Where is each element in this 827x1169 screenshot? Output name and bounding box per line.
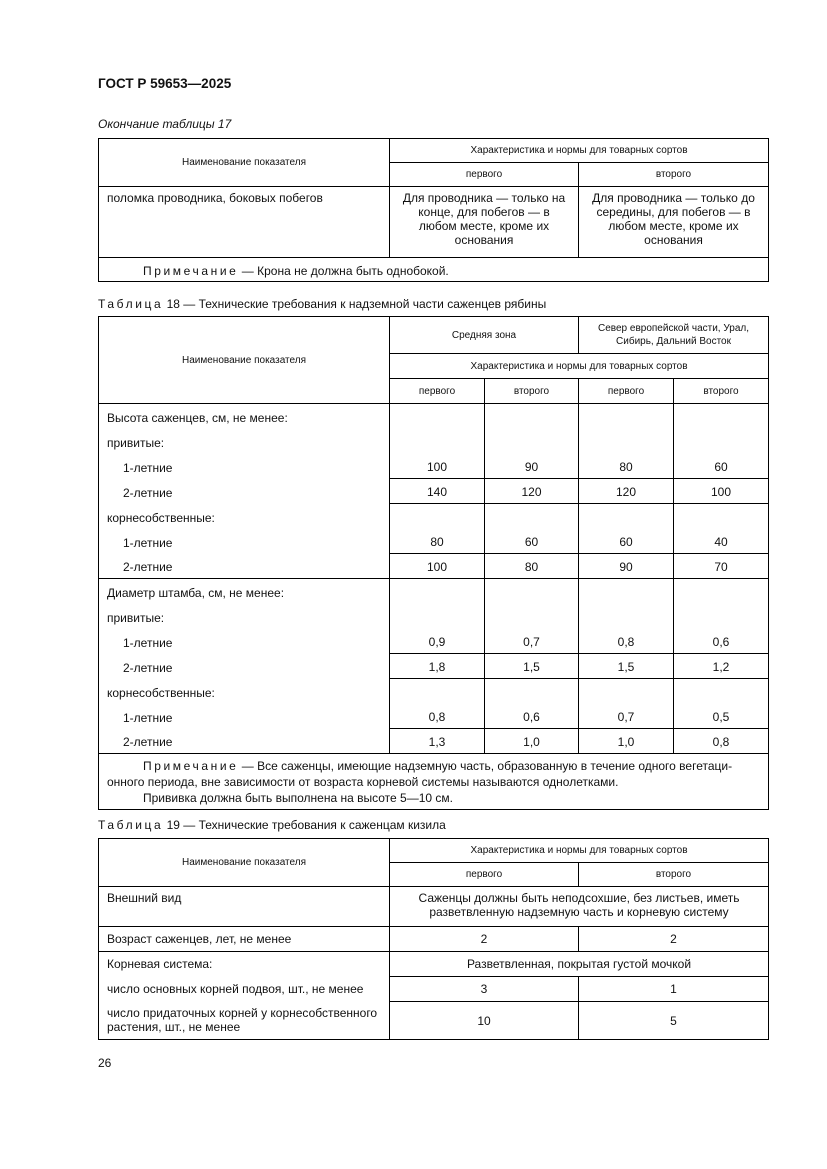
note-text-2: Прививка должна быть выполнена на высоте 5—10 см. (143, 791, 453, 805)
diameter-grafted-label: привитые: (99, 604, 390, 629)
note-text: — Крона не должна быть однобокой. (238, 263, 449, 278)
table-cell: 70 (674, 554, 769, 579)
col-header-first: первого (390, 163, 579, 187)
table-cell: 120 (485, 479, 579, 504)
table-cell: 120 (579, 479, 674, 504)
table-cell: 1,5 (485, 654, 579, 679)
note-label: Примечание (143, 263, 239, 278)
adventitious-roots-second: 5 (579, 1002, 769, 1040)
col-header-indicator: Наименование показателя (99, 839, 390, 887)
row-root-system: Корневая система: (99, 952, 390, 977)
col-header-group: Характеристика и нормы для товарных сортов (390, 354, 769, 379)
table-cell: 60 (485, 529, 579, 554)
row-name: поломка проводника, боковых побегов (99, 187, 390, 258)
col-header-second: второго (579, 863, 769, 887)
row-second-value: Для проводника — только до середины, для побегов — в любом месте, кроме их основания (579, 187, 769, 258)
col-header-north-second: второго (674, 379, 769, 404)
table-cell: 1,5 (579, 654, 674, 679)
table18-caption-text: 18 — Технические требования к надземной части саженцев рябины (163, 297, 547, 311)
table-cell: 1,3 (390, 729, 485, 754)
table-cell: 80 (485, 554, 579, 579)
col-header-middle-second: второго (485, 379, 579, 404)
age-second: 2 (579, 927, 769, 952)
table17-continuation-caption: Окончание таблицы 17 (98, 117, 232, 131)
height-own-label: корнесобственные: (99, 504, 390, 529)
table-cell: 90 (485, 454, 579, 479)
height-own-age1: 1-летние (99, 529, 390, 554)
table19-caption-text: 19 — Технические требования к саженцам кизила (163, 818, 446, 832)
zone-north-header: Север европейской части, Урал, Сибирь, Дальний Восток (579, 317, 769, 354)
table-cell: 0,7 (485, 629, 579, 654)
table-cell: 90 (579, 554, 674, 579)
height-own-age2: 2-летние (99, 554, 390, 579)
table-cell: 60 (674, 454, 769, 479)
row-first-value: Для проводника — только на конце, для побегов — в любом месте, кроме их основания (390, 187, 579, 258)
table-cell: 1,0 (485, 729, 579, 754)
table-cell: 0,6 (485, 704, 579, 729)
table-cell: 0,8 (674, 729, 769, 754)
table-17-end (98, 138, 769, 282)
col-header-north-first: первого (579, 379, 674, 404)
row-adventitious-roots: число придаточных корней у корнесобственного растения, шт., не менее (99, 1002, 390, 1040)
table-cell: 40 (674, 529, 769, 554)
diameter-own-age2: 2-летние (99, 729, 390, 754)
height-title: Высота саженцев, см, не менее: (99, 404, 390, 429)
table-cell: 0,5 (674, 704, 769, 729)
col-header-indicator: Наименование показателя (99, 139, 390, 187)
root-system-value: Разветвленная, покрытая густой мочкой (390, 952, 769, 977)
main-roots-second: 1 (579, 977, 769, 1002)
table18-caption (98, 297, 546, 311)
table-cell: 0,7 (579, 704, 674, 729)
table19-caption (98, 818, 446, 832)
table-cell: 0,8 (390, 704, 485, 729)
table-cell: 0,8 (579, 629, 674, 654)
document-number: ГОСТ Р 59653—2025 (98, 76, 232, 91)
row-main-roots: число основных корней подвоя, шт., не менее (99, 977, 390, 1002)
table-cell: 0,6 (674, 629, 769, 654)
zone-middle-header: Средняя зона (390, 317, 579, 354)
table-cell: 100 (390, 554, 485, 579)
table-cell: 1,2 (674, 654, 769, 679)
col-header-first: первого (390, 863, 579, 887)
appearance-value: Саженцы должны быть неподсохшие, без листьев, иметь разветвленную надземную часть и корневую систему (390, 887, 769, 927)
note-text: — Все саженцы, имеющие надземную часть, образованную в течение одного вегетационного периода, вне зависимости от возраста корневой системы называются однолетками. (107, 759, 733, 789)
table-cell: 1,8 (390, 654, 485, 679)
table-cell: 80 (579, 454, 674, 479)
col-header-group: Характеристика и нормы для товарных сортов (390, 839, 769, 863)
diameter-own-label: корнесобственные: (99, 679, 390, 704)
table17-note (99, 258, 769, 282)
col-header-indicator: Наименование показателя (99, 317, 390, 404)
height-grafted-label: привитые: (99, 429, 390, 454)
main-roots-first: 3 (390, 977, 579, 1002)
table-cell: 100 (390, 454, 485, 479)
table-19 (98, 838, 769, 1040)
table-18 (98, 316, 769, 810)
height-grafted-age2: 2-летние (99, 479, 390, 504)
col-header-group: Характеристика и нормы для товарных сортов (390, 139, 769, 163)
diameter-own-age1: 1-летние (99, 704, 390, 729)
table18-note (99, 754, 769, 810)
note-label: Примечание (143, 759, 239, 773)
table18-caption-label: Таблица (98, 297, 164, 311)
table-cell: 140 (390, 479, 485, 504)
page-number: 26 (98, 1056, 112, 1070)
table-cell: 60 (579, 529, 674, 554)
table-cell: 0,9 (390, 629, 485, 654)
age-first: 2 (390, 927, 579, 952)
col-header-second: второго (579, 163, 769, 187)
row-appearance: Внешний вид (99, 887, 390, 927)
table-cell: 80 (390, 529, 485, 554)
table-cell: 1,0 (579, 729, 674, 754)
row-age: Возраст саженцев, лет, не менее (99, 927, 390, 952)
table-cell: 100 (674, 479, 769, 504)
diameter-grafted-age1: 1-летние (99, 629, 390, 654)
height-grafted-age1: 1-летние (99, 454, 390, 479)
col-header-middle-first: первого (390, 379, 485, 404)
diameter-title: Диаметр штамба, см, не менее: (99, 579, 390, 604)
diameter-grafted-age2: 2-летние (99, 654, 390, 679)
table19-caption-label: Таблица (98, 818, 164, 832)
adventitious-roots-first: 10 (390, 1002, 579, 1040)
